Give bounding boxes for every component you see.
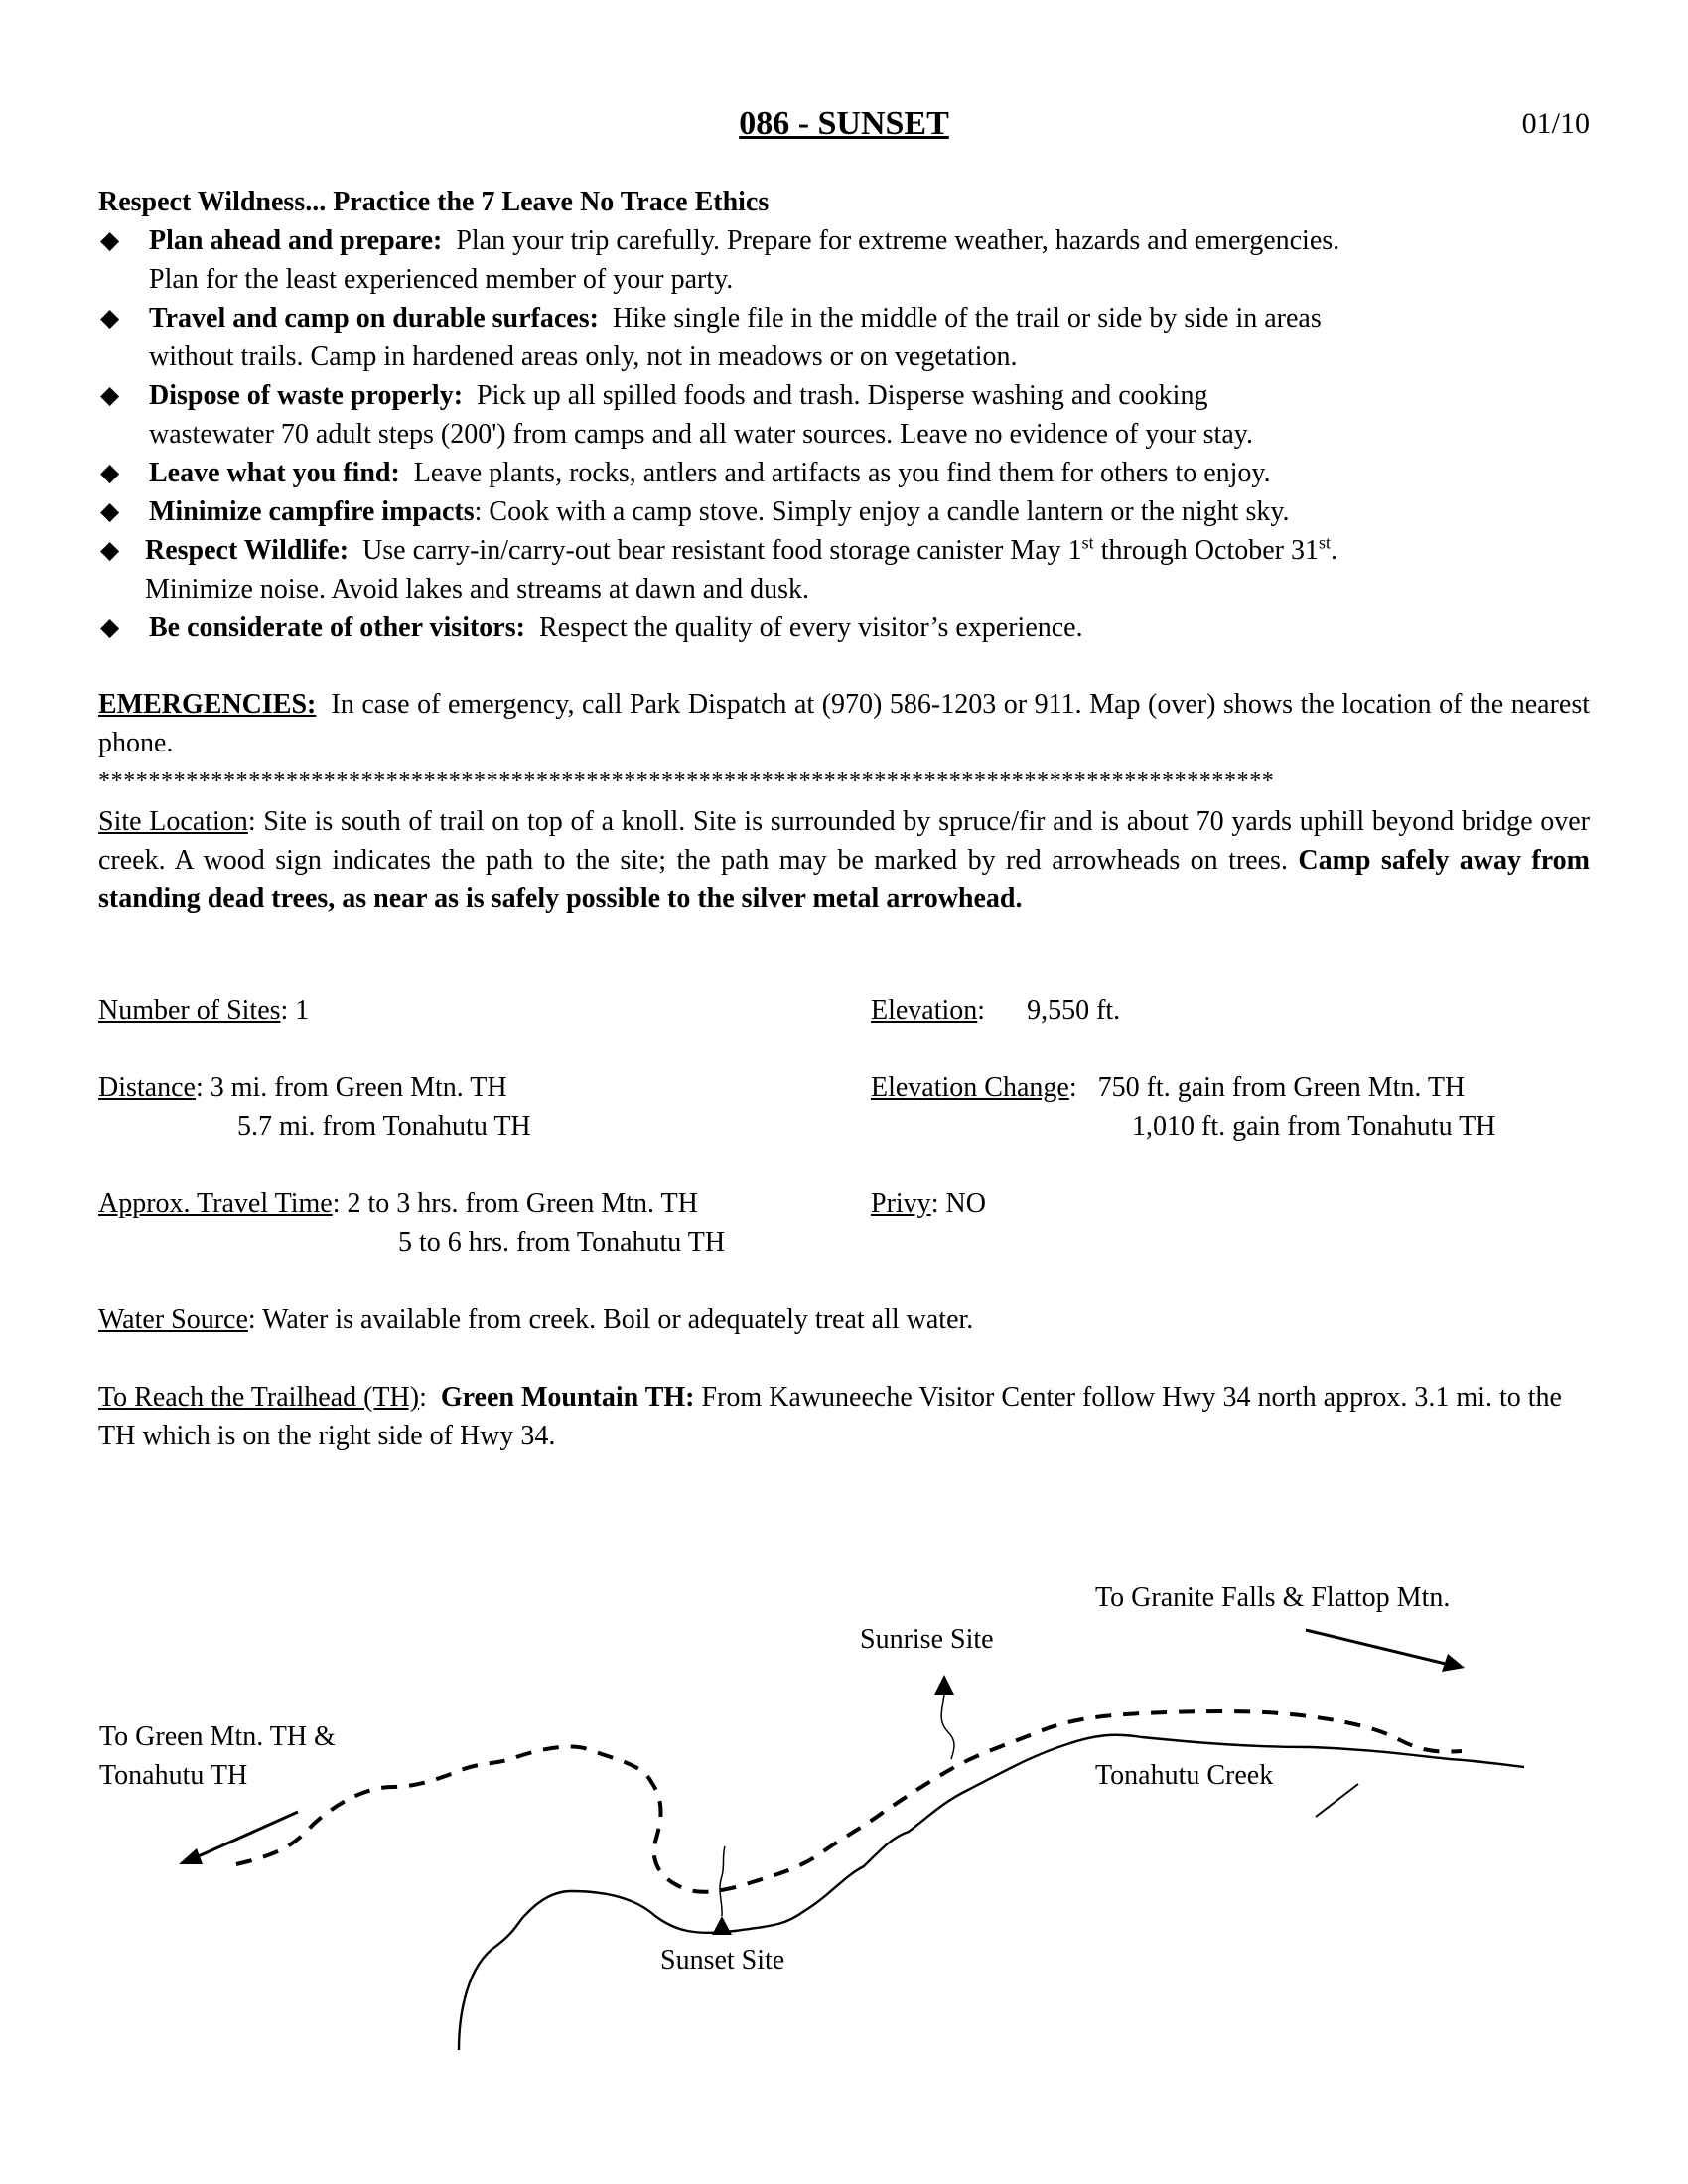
emergencies-text: In case of emergency, call Park Dispatch at (970) 586-1203 or 911. Map (over) shows the location of the nearest phone. [98,689,1590,758]
rule-text: Use carry-in/carry-out bear resistant food storage canister May 1 [362,535,1082,566]
rule-text-cont: wastewater 70 adult steps (200') from camps and all water sources. Leave no evidence of your stay. [149,419,1253,450]
trail-map [0,1549,1688,2065]
site-location-warning: Camp safely away from standing dead trees, as near as is safely possible to the silver metal arrowhead. [98,845,1590,914]
sunrise-spur-path [941,1695,954,1759]
rule-text: through October 31 [1093,535,1319,566]
travel-time [98,1184,725,1262]
sunset-spur-path [720,1846,725,1916]
green-arrowhead-icon [179,1848,203,1864]
field-label: Elevation [871,995,978,1025]
diamond-bullet-icon: ◆ [100,227,120,254]
leave-no-trace-section [98,183,1590,647]
diamond-bullet-icon: ◆ [100,498,120,525]
diamond-bullet-icon: ◆ [100,460,120,486]
green-mtn-label-line: To Green Mtn. TH & [99,1721,336,1752]
diamond-bullet-icon: ◆ [100,382,120,409]
sunset-triangle-icon [712,1916,732,1935]
field-value-cont: 5.7 mi. from Tonahutu TH [237,1111,531,1142]
site-location-paragraph [98,802,1590,918]
lnt-rule [98,531,1590,609]
header [98,99,1590,149]
field-value: : Water is available from creek. Boil or adequately treat all water. [247,1304,974,1335]
field-label: Approx. Travel Time [98,1188,333,1219]
trail-map-drawing [0,1549,1688,2065]
elevation [871,991,1120,1029]
field-label: Privy [871,1188,931,1219]
rule-title: Dispose of waste properly: [149,380,464,411]
site-location-label: Site Location [98,806,248,837]
lnt-rule [98,454,1590,492]
trailhead-name: Green Mountain TH: [440,1382,695,1413]
trailhead-directions [98,1378,1590,1455]
field-label: Number of Sites [98,995,281,1025]
rule-title: Respect Wildlife: [145,535,350,566]
elevation-change [871,1068,1495,1146]
field-label: Elevation Change [871,1072,1069,1103]
field-value: : 2 to 3 hrs. from Green Mtn. TH [332,1188,698,1219]
rule-text: Respect the quality of every visitor’s experience. [538,613,1083,643]
green-mtn-label-line: Tonahutu TH [99,1760,248,1791]
rule-text-cont: Plan for the least experienced member of your party. [149,264,734,295]
tonahutu-creek-label: Tonahutu Creek [1095,1760,1274,1791]
granite-arrow-shaft [1306,1630,1450,1665]
page-title: 086 - SUNSET [739,105,949,142]
diamond-bullet-icon: ◆ [100,537,120,564]
rule-title: Be considerate of other visitors: [149,613,525,643]
lnt-rules-list [98,221,1590,647]
creek-line [459,1735,1524,2050]
rule-text: Hike single file in the middle of the trail or side by side in areas [612,303,1322,334]
lnt-rule [98,376,1590,454]
emergencies-paragraph [98,685,1590,762]
lnt-rule [98,492,1590,531]
sunrise-site-label: Sunrise Site [860,1624,994,1655]
rule-text: Leave plants, rocks, antlers and artifacts as you find them for others to enjoy. [413,458,1271,488]
green-arrow-shaft [192,1812,298,1859]
superscript: st [1318,532,1331,553]
water-source [98,1300,973,1339]
field-value: : 3 mi. from Green Mtn. TH [195,1072,507,1103]
field-colon: : [419,1382,441,1413]
rule-text: Plan your trip carefully. Prepare for extreme weather, hazards and emergencies. [456,225,1340,256]
rule-text: : Cook with a camp stove. Simply enjoy a candle lantern or the night sky. [474,496,1290,527]
diamond-bullet-icon: ◆ [100,305,120,332]
green-mtn-label [99,1717,336,1795]
lnt-rule [98,221,1590,299]
privy [871,1184,986,1223]
rule-title: Leave what you find: [149,458,400,488]
diamond-bullet-icon: ◆ [100,614,120,641]
rule-title: Minimize campfire impacts [149,496,475,527]
field-value: : NO [930,1188,986,1219]
superscript: st [1081,532,1094,553]
creek-pointer-line [1316,1784,1358,1817]
rule-text-cont: Minimize noise. Avoid lakes and streams at dawn and dusk. [145,574,810,605]
emergencies-label: EMERGENCIES: [98,689,317,720]
distance [98,1068,531,1146]
revision-date: 01/10 [1521,107,1590,140]
lnt-rule [98,299,1590,376]
field-value: : 1 [280,995,310,1025]
number-of-sites [98,991,309,1029]
field-value: From Kawuneeche Visitor Center follow Hwy 34 north approx. 3.1 mi. to the TH which is on the right side of Hwy 34. [98,1382,1562,1451]
field-label: To Reach the Trailhead (TH) [98,1382,420,1413]
site-location-text: : Site is south of trail on top of a knoll. Site is surrounded by spruce/fir and is about 70 yards uphill beyond bridge over creek. A wood sign indicates the path to the site; the path may be marked by red arrowheads on trees. [98,806,1590,876]
granite-falls-label: To Granite Falls & Flattop Mtn. [1095,1582,1451,1613]
field-label: Water Source [98,1304,248,1335]
field-value-cont: 5 to 6 hrs. from Tonahutu TH [398,1227,726,1258]
star-divider: ********************************************************************************************** [98,768,1275,794]
rule-text: Pick up all spilled foods and trash. Disperse washing and cooking [477,380,1208,411]
lnt-heading: Respect Wildness... Practice the 7 Leave No Trace Ethics [98,187,770,217]
sunrise-triangle-icon [934,1675,954,1695]
rule-text: . [1331,535,1337,566]
granite-arrowhead-icon [1442,1654,1465,1672]
field-label: Distance [98,1072,196,1103]
field-value-cont: 1,010 ft. gain from Tonahutu TH [1132,1111,1496,1142]
rule-title: Plan ahead and prepare: [149,225,443,256]
sunset-site-label: Sunset Site [660,1945,785,1976]
rule-text-cont: without trails. Camp in hardened areas only, not in meadows or on vegetation. [149,341,1018,372]
field-value: : 750 ft. gain from Green Mtn. TH [1068,1072,1466,1103]
rule-title: Travel and camp on durable surfaces: [149,303,599,334]
lnt-rule [98,609,1590,647]
trail-dashed-line [236,1711,1462,1892]
field-value: : 9,550 ft. [977,995,1121,1025]
